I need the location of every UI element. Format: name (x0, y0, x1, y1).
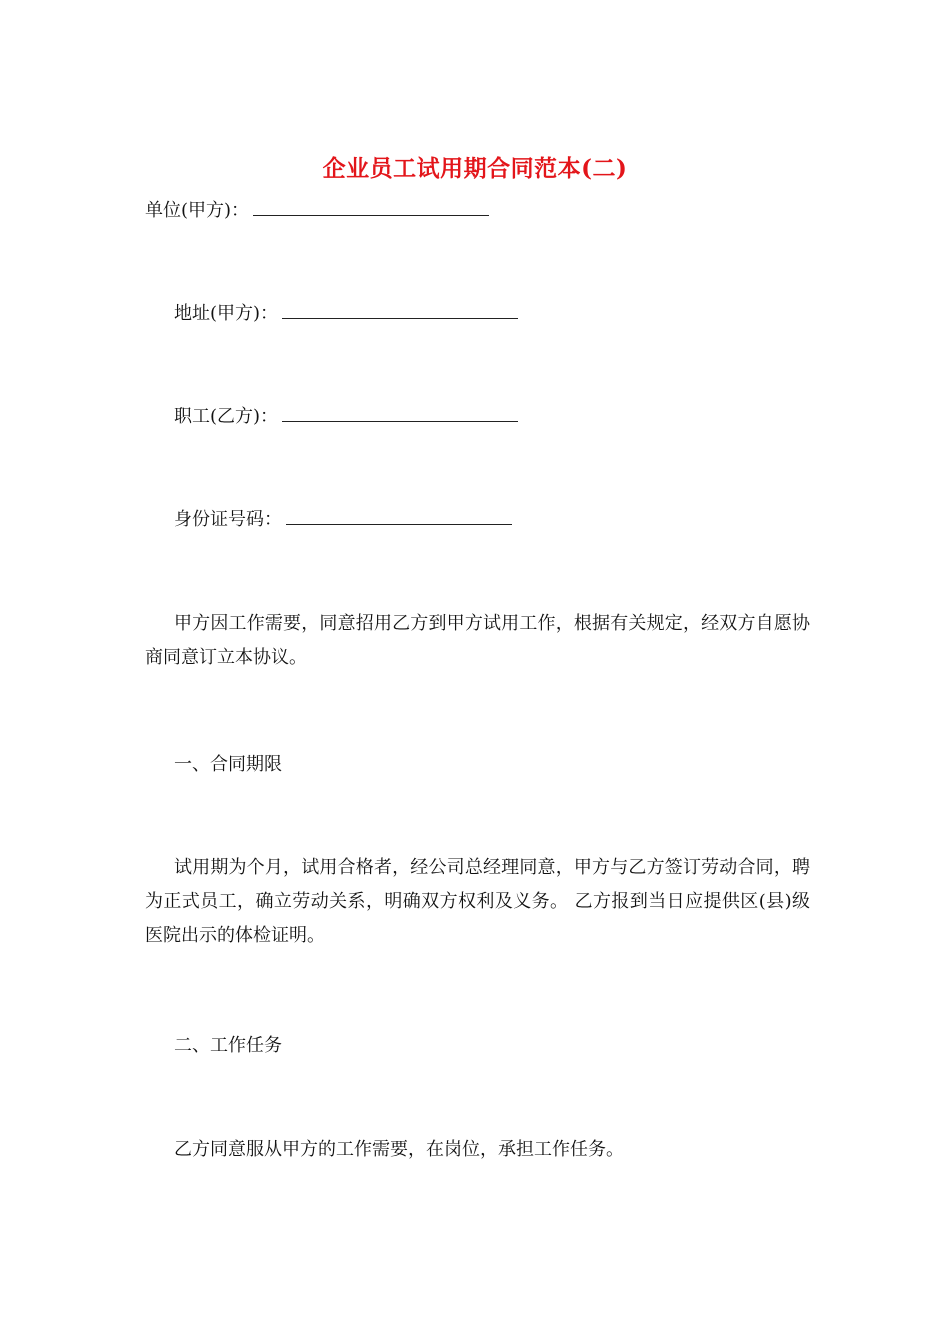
address-field-row (174, 302, 518, 326)
address-field-label: 地址(甲方)： (174, 303, 279, 324)
id-number-field-label: 身份证号码： (174, 509, 282, 530)
unit-field-row (145, 199, 489, 223)
intro-paragraph: 甲方因工作需要，同意招用乙方到甲方试用工作，根据有关规定，经双方自愿协商同意订立本协议。 (145, 613, 810, 668)
id-number-field-blank[interactable] (286, 508, 512, 525)
employee-field-label: 职工(乙方)： (174, 406, 279, 427)
address-field-blank[interactable] (282, 302, 518, 319)
id-number-field-row (174, 508, 512, 532)
section-heading: 一、合同期限 (174, 754, 282, 775)
document-title: 企业员工试用期合同范本(二) (322, 155, 628, 182)
unit-field-blank[interactable] (253, 199, 489, 216)
employee-field-blank[interactable] (282, 405, 518, 422)
unit-field-label: 单位(甲方)： (145, 200, 250, 221)
employee-field-row (174, 405, 518, 429)
section-heading: 二、工作任务 (174, 1035, 282, 1056)
section-body: 试用期为个月，试用合格者，经公司总经理同意，甲方与乙方签订劳动合同，聘为正式员工，确立劳动关系，明确双方权利及义务。 乙方报到当日应提供区(县)级医院出示的体检证明。 (145, 857, 810, 946)
section-body: 乙方同意服从甲方的工作需要，在岗位，承担工作任务。 (174, 1139, 624, 1160)
